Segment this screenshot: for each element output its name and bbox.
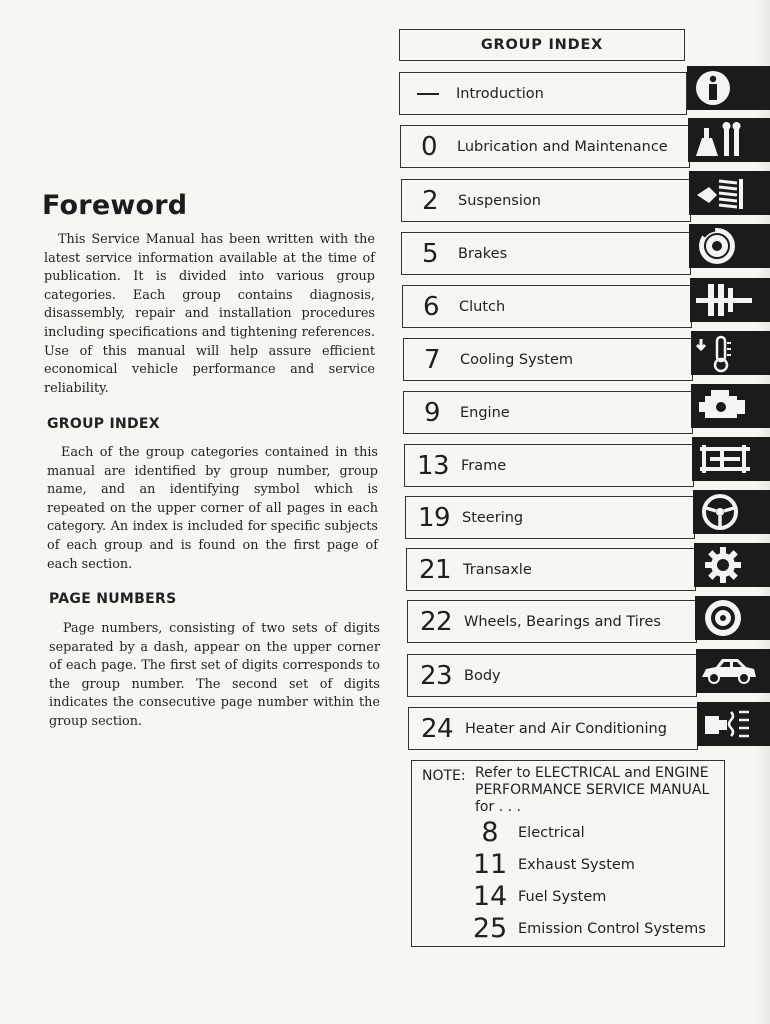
group-name: Exhaust System: [518, 856, 635, 873]
group-index-row-5[interactable]: [401, 232, 691, 275]
group-name: Body: [464, 667, 501, 684]
clutch-plate-icon: [690, 278, 770, 322]
suspension-spring-icon: [689, 171, 770, 215]
group-index-row-introduction[interactable]: [399, 72, 687, 115]
page-numbers-body: Page numbers, consisting of two sets of digits separated by a dash, appear on the upper corner of each page. The first set of digits corresponds to the group number. The second set of digits indicates the consecutive page number within the group section.: [49, 621, 380, 729]
foreword-body: This Service Manual has been written with the latest service information available at the time of publication. It is divided into various group categories. Each group contains diagnosis, disassembly, repair and installation procedures including specifications and tightening references. Use of this manual will help assure efficient economical vehicle performance and service reliability.: [44, 232, 375, 396]
note-box: [411, 760, 725, 947]
group-index-title: GROUP INDEX: [399, 29, 685, 61]
note-label: NOTE:: [422, 768, 466, 784]
group-index-row-2[interactable]: [401, 179, 691, 222]
note-item-11[interactable]: [468, 851, 635, 878]
group-index-row-21[interactable]: [406, 548, 696, 591]
group-number: 9: [423, 397, 441, 428]
steering-wheel-icon: [693, 490, 770, 534]
group-index-row-13[interactable]: [404, 444, 694, 487]
group-number: 14: [472, 881, 508, 912]
group-number: 13: [416, 450, 450, 481]
oil-can-wrench-icon: [688, 118, 770, 162]
car-body-icon: [696, 649, 770, 693]
group-index-row-22[interactable]: [407, 600, 697, 643]
group-number: 11: [472, 849, 508, 880]
group-name: Heater and Air Conditioning: [465, 720, 667, 737]
group-name: Steering: [462, 509, 524, 526]
dash-marker: [417, 93, 439, 95]
group-name: Emission Control Systems: [518, 920, 706, 937]
group-index-row-6[interactable]: [402, 285, 692, 328]
note-item-25[interactable]: [468, 915, 706, 942]
group-index-row-23[interactable]: [407, 654, 697, 697]
brake-disc-icon: [689, 224, 770, 268]
group-number: 7: [423, 344, 441, 375]
note-text: Refer to ELECTRICAL and ENGINE PERFORMANCE SERVICE MANUAL for . . .: [475, 765, 710, 815]
heater-ac-icon: [697, 702, 770, 746]
page-numbers-heading: PAGE NUMBERS: [49, 591, 177, 607]
group-name: Engine: [460, 404, 510, 421]
group-number: 19: [417, 502, 451, 533]
group-number: 22: [419, 606, 453, 637]
thermometer-icon: [691, 331, 770, 375]
group-index-row-9[interactable]: [403, 391, 693, 434]
note-item-14[interactable]: [468, 883, 606, 910]
group-name: Transaxle: [463, 561, 532, 578]
group-number: 2: [421, 185, 439, 216]
group-name: Clutch: [459, 298, 506, 315]
group-name: Lubrication and Maintenance: [457, 138, 668, 155]
engine-icon: [691, 384, 770, 428]
group-number: 6: [422, 291, 440, 322]
group-number: 0: [420, 131, 438, 162]
group-index-row-0[interactable]: [400, 125, 690, 168]
info-icon: [687, 66, 770, 110]
group-index-row-19[interactable]: [405, 496, 695, 539]
note-item-8[interactable]: [468, 819, 585, 846]
group-name: Electrical: [518, 824, 585, 841]
group-name: Wheels, Bearings and Tires: [464, 613, 661, 630]
group-number: 25: [472, 913, 508, 944]
group-index-body: Each of the group categories contained in this manual are identified by group number, group name, and an identifying symbol which is repeated on the upper corner of all pages in each category. An index is included for specific subjects of each group and is found on the first page of each section.: [47, 445, 378, 572]
group-number: 8: [481, 817, 499, 848]
group-index-row-7[interactable]: [403, 338, 693, 381]
foreword-title: Foreword: [42, 190, 188, 221]
group-name: Introduction: [456, 85, 544, 102]
group-index-row-24[interactable]: [408, 707, 698, 750]
frame-icon: [692, 437, 770, 481]
group-number: 21: [418, 554, 452, 585]
tire-icon: [695, 596, 770, 640]
group-name: Frame: [461, 457, 507, 474]
group-name: Fuel System: [518, 888, 607, 905]
group-number: 5: [421, 238, 439, 269]
group-name: Suspension: [458, 192, 541, 209]
group-name: Brakes: [458, 245, 508, 262]
group-name: Cooling System: [460, 351, 573, 368]
group-number: 24: [420, 713, 454, 744]
group-index-heading: GROUP INDEX: [47, 416, 160, 432]
group-number: 23: [419, 660, 453, 691]
gear-icon: [694, 543, 770, 587]
